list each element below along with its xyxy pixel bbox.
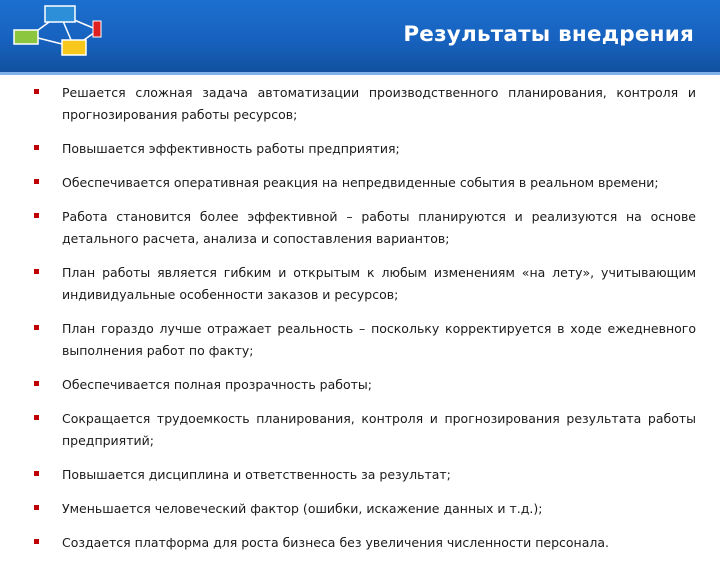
results-bullet-list: [34, 82, 696, 566]
list-item: [34, 408, 696, 452]
square-bullet-icon: [34, 89, 39, 94]
bullet-text: Работа становится более эффективной – работы планируются и реализуются на основе детального расчета, анализа и сопоставления вариантов;: [62, 209, 696, 246]
bullet-text: Обеспечивается полная прозрачность работы;: [62, 377, 372, 392]
bullet-text: Сокращается трудоемкость планирования, контроля и прогнозирования результата работы предприятий;: [62, 411, 696, 448]
header-divider: [0, 72, 720, 75]
list-item: [34, 374, 696, 396]
bullet-text: План гораздо лучше отражает реальность – поскольку корректируется в ходе ежедневного выполнения работ по факту;: [62, 321, 696, 358]
square-bullet-icon: [34, 381, 39, 386]
square-bullet-icon: [34, 213, 39, 218]
square-bullet-icon: [34, 179, 39, 184]
bullet-text: Обеспечивается оперативная реакция на непредвиденные события в реальном времени;: [62, 175, 659, 190]
square-bullet-icon: [34, 269, 39, 274]
list-item: [34, 318, 696, 362]
slide-header: [0, 0, 720, 72]
bullet-text: Повышается эффективность работы предприятия;: [62, 141, 400, 156]
network-diagram-logo-icon: [0, 0, 110, 72]
list-item: [34, 532, 696, 554]
list-item: [34, 262, 696, 306]
slide-title: Результаты внедрения: [403, 22, 694, 47]
list-item: [34, 172, 696, 194]
bullet-text: Создается платформа для роста бизнеса без увеличения численности персонала.: [62, 535, 609, 550]
bullet-text: Повышается дисциплина и ответственность за результат;: [62, 467, 451, 482]
square-bullet-icon: [34, 415, 39, 420]
bullet-text: План работы является гибким и открытым к любым изменениям «на лету», учитывающим индивидуальные особенности заказов и ресурсов;: [62, 265, 696, 302]
bullet-text: Решается сложная задача автоматизации производственного планирования, контроля и прогнозирования работы ресурсов;: [62, 85, 696, 122]
square-bullet-icon: [34, 145, 39, 150]
square-bullet-icon: [34, 471, 39, 476]
square-bullet-icon: [34, 505, 39, 510]
list-item: [34, 206, 696, 250]
bullet-text: Уменьшается человеческий фактор (ошибки, искажение данных и т.д.);: [62, 501, 543, 516]
list-item: [34, 464, 696, 486]
list-item: [34, 498, 696, 520]
list-item: [34, 138, 696, 160]
square-bullet-icon: [34, 325, 39, 330]
list-item: [34, 82, 696, 126]
